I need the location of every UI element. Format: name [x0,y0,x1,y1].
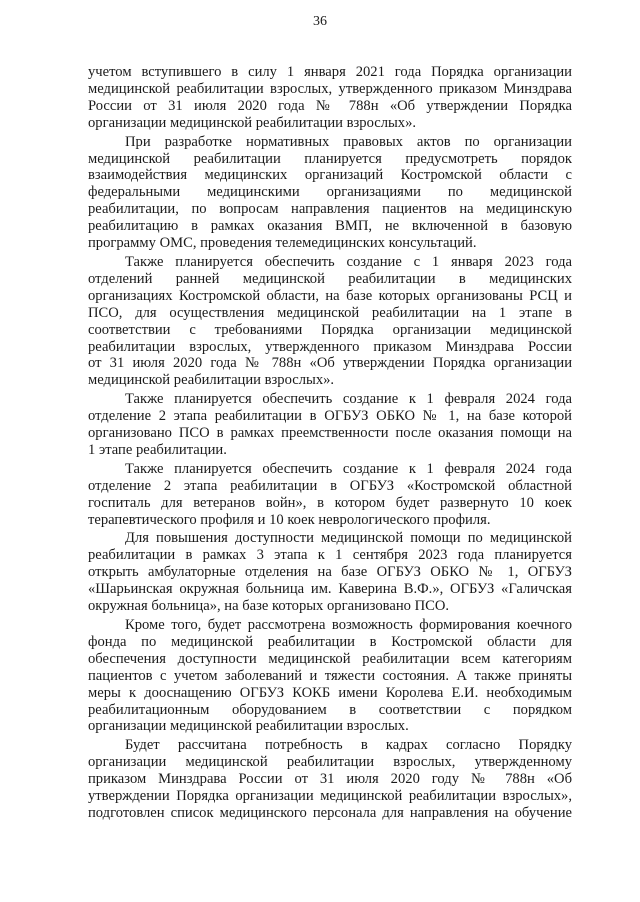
text-line: организации медицинской реабилитации взрослых, утвержденному [88,754,572,771]
paragraph [88,461,572,529]
text-line: реабилитации в рамках 3 этапа к 1 сентября 2023 года планируется [88,547,572,564]
paragraph [88,64,572,132]
text-line: медицинской реабилитации взрослых». [88,372,335,389]
text-line: организации медицинской реабилитации взрослых. [88,718,409,735]
paragraph [88,737,572,822]
text-line: Кроме того, будет рассмотрена возможность формирования коечного [125,617,572,633]
text-line: реабилитации взрослых, утвержденного приказом Минздрава России [88,338,572,355]
text-line: утверждении Порядка организации медицинской реабилитации взрослых», [88,788,572,805]
text-line: открыть амбулаторные отделения на базе ОГБУЗ ОБКО № 1, ОГБУЗ [88,564,572,581]
text-line: обеспечения доступности медицинской реабилитации всем категориям [88,650,572,667]
text-line: федеральными медицинскими организациями по медицинской [88,184,572,201]
text-line: терапевтического профиля и 10 коек неврологического профиля. [88,511,491,528]
page-number: 36 [313,14,327,29]
text-line: программу ОМС, проведения телемедицинских консультаций. [88,235,477,252]
text-line: медицинской реабилитации планируется предусмотреть порядок [88,150,572,167]
paragraph [88,254,572,389]
text-line: организовано ПСО в рамках преемственности после оказания помощи на [88,425,572,442]
paragraph [88,134,572,252]
text-line: меры к дооснащению ОГБУЗ КОКБ имени Королева Е.И. необходимым [88,684,572,701]
text-line: При разработке нормативных правовых актов по организации [125,133,572,150]
paragraph [88,617,572,735]
text-line: Также планируется обеспечить создание к 1 февраля 2024 года [125,391,572,408]
text-line: отделений ранней медицинской реабилитации в медицинских [88,270,572,287]
text-line: госпиталь для ветеранов войн», в котором будет развернуто 10 коек [88,494,572,511]
text-line: подготовлен список медицинского персонала для направления на обучение [88,804,572,821]
text-line: организациях Костромской области, на базе которых организованы РСЦ и [88,287,572,304]
text-line: организации медицинской реабилитации взрослых». [88,114,417,131]
text-line: Также планируется обеспечить создание к 1 февраля 2024 года [125,460,572,477]
text-line: взаимодействия медицинских организаций Костромской области с [88,167,572,184]
text-line: реабилитацию в рамках оказания ВМП, не включенной в базовую [88,218,572,235]
text-line: от 31 июля 2020 года № 788н «Об утверждении Порядка организации [88,355,572,372]
text-line: Также планируется обеспечить создание с 1 января 2023 года [125,253,572,270]
paragraph [88,391,572,459]
text-line: фонда по медицинской реабилитации в Костромской области для [88,633,572,650]
paragraph [88,530,572,615]
text-line: ПСО, для осуществления медицинской реабилитации на 1 этапе в [88,304,572,321]
text-line: соответствии с требованиями Порядка организации медицинской [88,321,572,338]
text-line: России от 31 июля 2020 года № 788н «Об утверждении Порядка [88,97,572,114]
text-line: 1 этапе реабилитации. [88,441,227,458]
text-line: медицинской реабилитации взрослых, утвержденного приказом Минздрава [88,80,572,97]
text-line: Будет рассчитана потребность в кадрах согласно Порядку [125,737,572,754]
text-line: реабилитационным оборудованием в соответствии с порядком [88,701,572,718]
text-line: окружная больница», на базе которых организовано ПСО. [88,598,450,615]
text-line: «Шарьинская окружная больница им. Каверина В.Ф.», ОГБУЗ «Галичская [88,581,572,598]
text-line: отделение 2 этапа реабилитации в ОГБУЗ «Костромской областной [88,477,572,494]
text-line: Для повышения доступности медицинской помощи по медицинской [125,530,572,547]
text-line: учетом вступившего в силу 1 января 2021 года Порядка организации [88,64,572,80]
text-line: реабилитации, по вопросам направления пациентов на медицинскую [88,201,572,218]
text-line: пациентов с учетом заболеваний и тяжести состояния. А также приняты [88,667,572,684]
document-body [88,64,572,822]
text-line: приказом Минздрава России от 31 июля 2020 году № 788н «Об [88,771,572,788]
text-line: отделение 2 этапа реабилитации в ОГБУЗ ОБКО № 1, на базе которой [88,408,572,425]
